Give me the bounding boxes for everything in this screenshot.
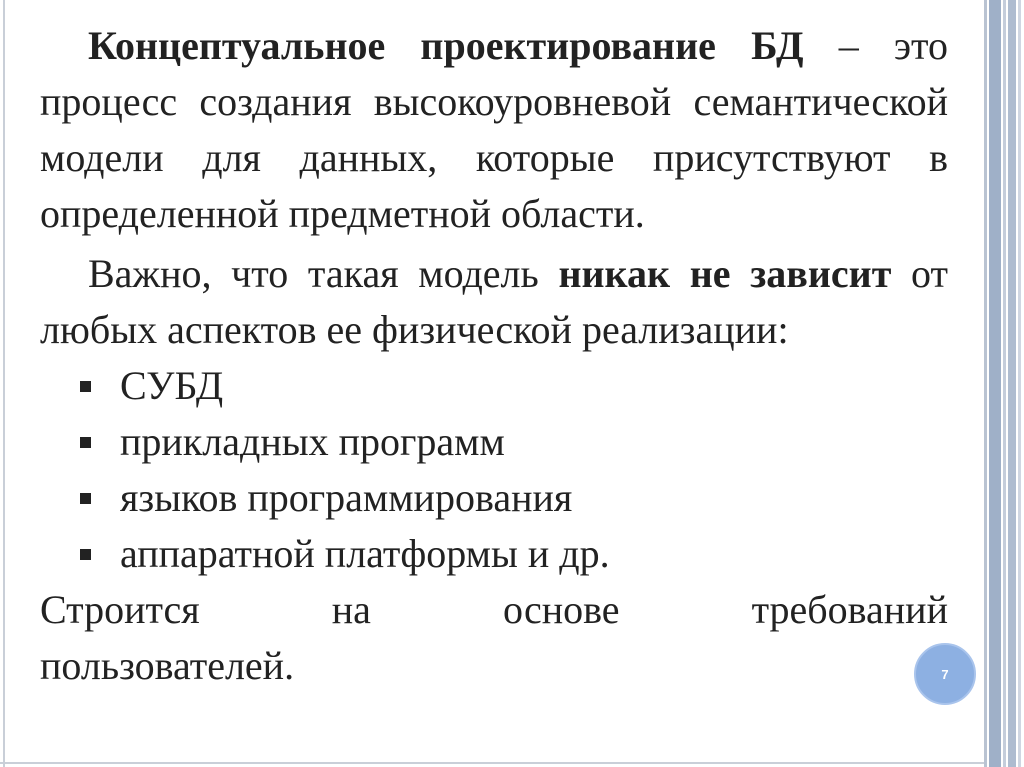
- definition-term: Концептуальное проектирование БД: [88, 23, 804, 68]
- square-bullet-icon: [80, 549, 91, 560]
- list-item: аппаратной платформы и др.: [40, 526, 948, 582]
- page-number-badge: 7: [914, 643, 976, 705]
- aspects-list: [40, 358, 948, 582]
- slide-content: [40, 18, 948, 694]
- square-bullet-icon: [80, 493, 91, 504]
- definition-paragraph: [40, 18, 948, 242]
- independence-text-end: от любых аспектов ее физической реализации:: [40, 251, 949, 352]
- definition-text: – это процесс создания высокоуровневой семантической модели для данных, которые присутствуют в определенной предметной области.: [40, 23, 948, 236]
- bottom-border: [0, 762, 985, 764]
- list-item: СУБД: [40, 358, 948, 414]
- decorative-stripes: [984, 0, 1024, 767]
- list-item: языков программирования: [40, 470, 948, 526]
- square-bullet-icon: [80, 437, 91, 448]
- square-bullet-icon: [80, 381, 91, 392]
- independence-text-start: Важно, что такая модель: [88, 251, 559, 296]
- requirements-paragraph: Строится на основе требований пользователей.: [40, 587, 948, 688]
- list-item: прикладных программ: [40, 414, 948, 470]
- independence-emphasis: никак не зависит: [558, 251, 892, 296]
- independence-paragraph: [40, 246, 948, 358]
- left-border: [3, 0, 5, 767]
